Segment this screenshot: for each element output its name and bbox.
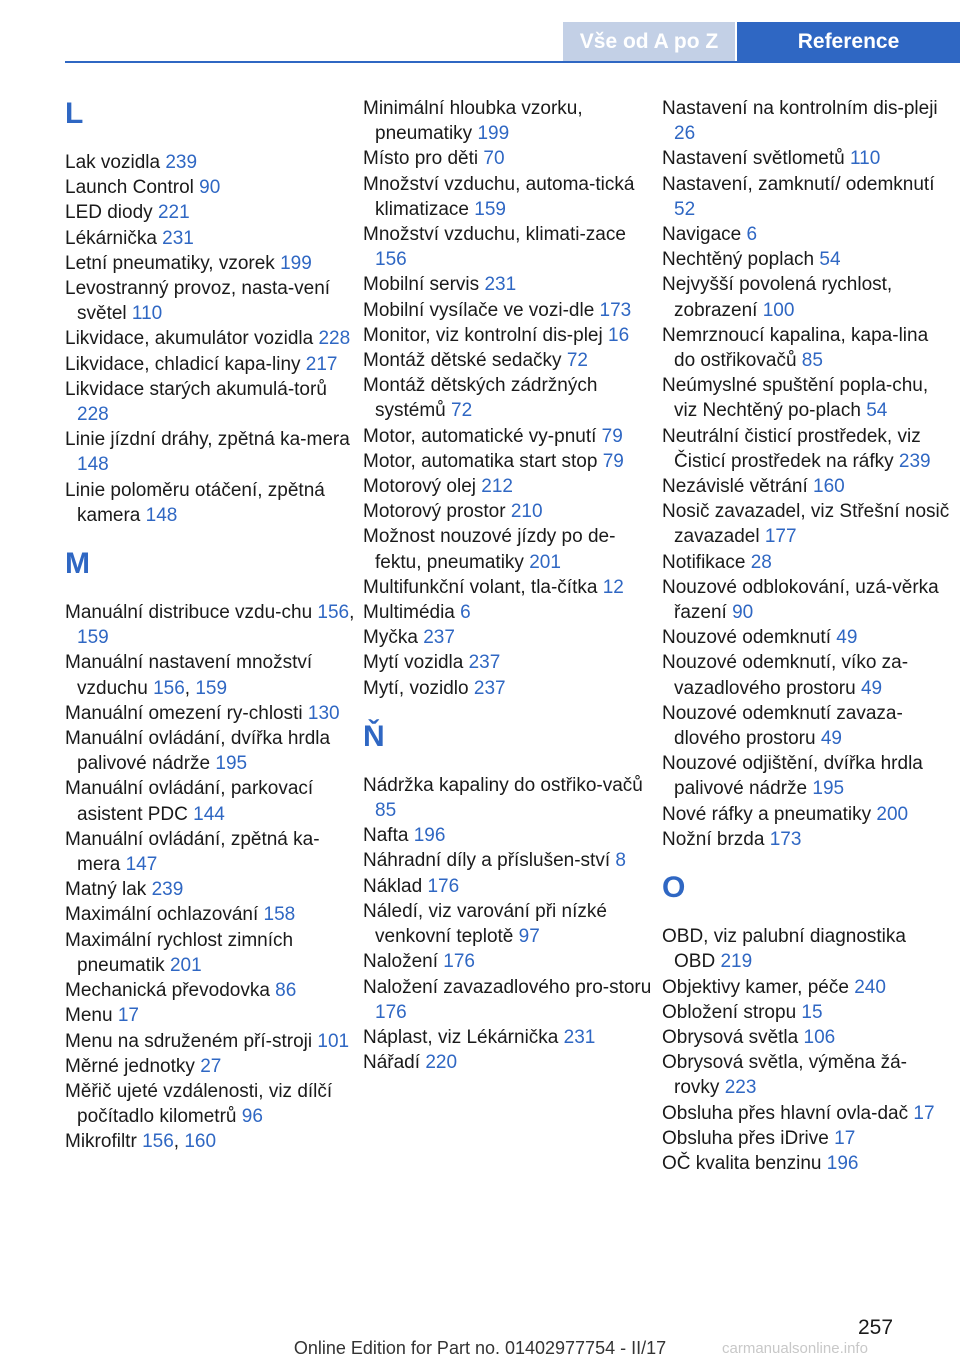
index-entry (363, 424, 653, 449)
page-reference-link[interactable]: 96 (241, 1106, 263, 1128)
page-reference-link[interactable]: 223 (724, 1077, 757, 1099)
entry-term: Motorový prostor (363, 501, 506, 523)
entry-term: Manuální omezení ry-chlosti (65, 702, 303, 724)
entry-term: Manuální ovládání, parkovací asistent PDC (65, 778, 314, 825)
page-reference-link[interactable]: 15 (801, 1001, 823, 1023)
entry-term: Mobilní vysílače ve vozi-dle (363, 299, 595, 321)
index-entry (65, 827, 355, 877)
page-reference-link[interactable]: 237 (423, 627, 455, 649)
entry-term: Nouzové odjištění, dvířka hrdla palivové nádrže (662, 753, 923, 800)
index-entry (363, 524, 653, 574)
index-letter-heading: M (65, 547, 90, 581)
index-entry (363, 600, 653, 625)
index-entry (363, 474, 653, 499)
entry-term: Náplast, viz Lékárnička (363, 1026, 559, 1048)
index-entry (662, 373, 952, 423)
index-entry (662, 650, 952, 700)
page-reference-link[interactable]: 176 (427, 875, 460, 897)
index-entry (662, 975, 952, 1000)
entry-term: Likvidace, akumulátor vozidla (65, 328, 314, 350)
entry-term: Nožní brzda (662, 828, 765, 850)
entry-term: Motor, automatické vy-pnutí (363, 425, 597, 447)
section-tab: Vše od A po Z (563, 22, 735, 62)
index-entry (662, 1151, 952, 1176)
entry-term: Montáž dětských zádržných systémů (363, 375, 598, 422)
entry-term: Menu na sdruženém pří-stroji (65, 1030, 313, 1052)
index-entry (65, 175, 355, 200)
page-reference-link[interactable]: 240 (854, 976, 886, 998)
page-reference-link[interactable]: 159 (77, 627, 109, 649)
entry-term: Levostranný provoz, nasta-vení světel (65, 278, 331, 325)
index-entry (363, 823, 653, 848)
page-reference-link[interactable]: 228 (77, 404, 109, 426)
page-reference-link[interactable]: 173 (769, 828, 802, 850)
entry-term: Linie poloměru otáčení, zpětná kamera (65, 479, 325, 526)
page-reference-link[interactable]: 199 (477, 123, 510, 145)
page-reference-link[interactable]: 237 (468, 652, 501, 674)
entry-term: OBD, viz palubní diagnostika OBD (662, 926, 906, 973)
page-reference-link[interactable]: 17 (913, 1102, 935, 1124)
page-reference-link[interactable]: 90 (199, 177, 221, 199)
page-reference-link[interactable]: 228 (318, 328, 351, 350)
index-entry (662, 1050, 952, 1100)
page-reference-link[interactable]: 176 (443, 951, 475, 973)
page-reference-link[interactable]: 17 (834, 1127, 856, 1149)
index-entry (363, 146, 653, 171)
entry-term: Obsluha přes iDrive (662, 1127, 829, 1149)
index-entry (363, 499, 653, 524)
page-number: 257 (858, 1316, 894, 1339)
index-entry (65, 1029, 355, 1054)
entry-term: Neutrální čisticí prostředek, viz Čisticí prostředek na ráfky (662, 425, 921, 472)
page-reference-link[interactable]: 212 (481, 476, 513, 498)
index-entry (363, 449, 653, 474)
page-reference-link[interactable]: 49 (836, 627, 858, 649)
entry-term: Naložení (363, 951, 438, 973)
index-entry (65, 1054, 355, 1079)
header-rule (65, 61, 960, 63)
entry-term: Lak vozidla (65, 152, 161, 173)
entry-term: Nezávislé větrání (662, 476, 808, 498)
entry-term: Množství vzduchu, klimati-zace (363, 224, 626, 246)
index-entry (662, 474, 952, 499)
page-reference-link[interactable]: 72 (451, 400, 473, 422)
index-entry (363, 373, 653, 423)
index-entry (662, 96, 952, 146)
page-reference-link[interactable]: 26 (674, 123, 696, 145)
index-entry (662, 146, 952, 171)
index-column-2 (363, 96, 653, 1075)
index-entry (65, 776, 355, 826)
entry-term: Lékárnička (65, 227, 157, 249)
page-reference-link[interactable]: 28 (750, 551, 772, 573)
page-reference-link[interactable]: 110 (849, 148, 881, 170)
entry-term: Likvidace, chladicí kapa-liny (65, 353, 301, 375)
entry-term: Nádržka kapaliny do ostřiko-vačů (363, 774, 643, 796)
index-entry (65, 150, 355, 175)
watermark: carmanualsonline.info (722, 1340, 868, 1357)
page-reference-link[interactable]: 156 (317, 602, 350, 624)
entry-term: Obsluha přes hlavní ovla-dač (662, 1102, 909, 1124)
page-reference-link[interactable]: 49 (860, 677, 883, 699)
index-entry (662, 1000, 952, 1025)
index-entry (65, 377, 355, 427)
page-reference-link[interactable]: 90 (732, 602, 754, 624)
index-entry (65, 427, 355, 477)
page-reference-link[interactable]: 52 (674, 198, 696, 220)
index-entry (662, 424, 952, 474)
index-entry (363, 298, 653, 323)
entry-term: Maximální rychlost zimních pneumatik (65, 929, 294, 976)
entry-term: Montáž dětské sedačky (363, 350, 562, 372)
page-reference-link[interactable]: 195 (812, 778, 845, 800)
index-entry (363, 323, 653, 348)
index-entry (662, 575, 952, 625)
page-reference-link[interactable]: 239 (165, 152, 198, 173)
page-reference-link[interactable]: 160 (184, 1131, 217, 1153)
entry-term: Mechanická převodovka (65, 980, 270, 1002)
entry-term: Možnost nouzové jízdy po de-fektu, pneumatiky (363, 526, 616, 573)
page-reference-link[interactable]: 239 (898, 450, 931, 472)
index-entry (662, 247, 952, 272)
entry-term: Nafta (363, 825, 409, 847)
index-letter-heading: Ň (363, 719, 385, 753)
page-reference-link[interactable]: 231 (563, 1026, 596, 1048)
page-reference-link[interactable]: 54 (866, 400, 888, 422)
index-entry (363, 874, 653, 899)
chapter-tab: Reference (737, 22, 960, 62)
entry-term: Obrysová světla (662, 1026, 799, 1048)
page-reference-link[interactable]: 6 (746, 224, 758, 246)
index-entry: Manuální distribuce vzdu-chu 156, 159 (65, 602, 355, 649)
index-entry (363, 949, 653, 974)
entry-term: Náklad (363, 875, 423, 897)
entry-term: Nemrznoucí kapalina, kapa-lina do ostřikovačů (662, 324, 929, 372)
page-reference-link[interactable]: 130 (307, 702, 340, 724)
entry-term: Launch Control (65, 177, 194, 199)
page-reference-link[interactable]: 148 (77, 454, 109, 476)
page-reference-link[interactable]: 160 (813, 476, 845, 498)
entry-term: Navigace (662, 224, 742, 246)
index-entry (662, 550, 952, 575)
index-entry (65, 1003, 355, 1028)
entry-term: Měřič ujeté vzdálenosti, viz dílčí počítadlo kilometrů (65, 1080, 333, 1128)
index-entry (662, 827, 952, 852)
entry-term: Nastavení na kontrolním dis-pleji (662, 98, 938, 119)
index-entry (363, 272, 653, 297)
page-reference-link[interactable]: 156 (153, 677, 185, 699)
index-column-1 (65, 96, 355, 1155)
page-reference-link[interactable]: 217 (305, 353, 338, 375)
entry-term: Likvidace starých akumulá-torů (65, 378, 327, 400)
page-reference-link[interactable]: 200 (876, 803, 909, 825)
page-reference-link[interactable]: 72 (566, 350, 588, 372)
entry-term: Nářadí (363, 1052, 421, 1074)
entry-term: Myčka (363, 627, 418, 649)
index-entry (65, 928, 355, 978)
entry-term: Manuální ovládání, zpětná ka-mera (65, 828, 320, 876)
entry-term: Nouzové odemknutí zavaza-dlového prostoru (662, 702, 903, 750)
entry-term: Mobilní servis (363, 274, 480, 296)
index-entry (65, 701, 355, 726)
index-entry (662, 222, 952, 247)
entry-term: Objektivy kamer, péče (662, 976, 849, 998)
index-entry (662, 1101, 952, 1126)
index-entry (363, 975, 653, 1025)
entry-term: Minimální hloubka vzorku, pneumatiky (363, 98, 583, 145)
entry-term: Matný lak (65, 879, 147, 901)
entry-term: Maximální ochlazování (65, 904, 259, 926)
page-reference-link[interactable]: 86 (275, 980, 297, 1002)
index-entry (363, 575, 653, 600)
page-reference-link[interactable]: 219 (720, 951, 753, 973)
index-entry (662, 1025, 952, 1050)
index-entry (363, 848, 653, 873)
entry-term: Nouzové odblokování, uzá-věrka řazení (662, 576, 939, 624)
index-entry (65, 726, 355, 776)
entry-term: LED diody (65, 202, 153, 224)
entry-term: Mytí vozidla (363, 652, 464, 674)
page-reference-link[interactable]: 8 (615, 850, 626, 872)
entry-term: Náhradní díly a příslušen-ství (363, 850, 611, 872)
page-reference-link[interactable]: 201 (169, 954, 202, 976)
page-reference-link[interactable]: 85 (801, 350, 823, 372)
index-entry (363, 625, 653, 650)
page-reference-link[interactable]: 173 (599, 299, 632, 321)
entry-term: Manuální ovládání, dvířka hrdla palivové nádrže (65, 728, 331, 775)
page-reference-link[interactable]: 49 (820, 728, 842, 750)
page-reference-link[interactable]: 6 (460, 602, 471, 624)
entry-term: Notifikace (662, 551, 746, 573)
page-reference-link[interactable]: 27 (200, 1055, 222, 1077)
entry-term: Měrné jednotky (65, 1055, 195, 1077)
entry-term: Náledí, viz varování při nízké venkovní teplotě (363, 900, 607, 948)
entry-term: Mytí, vozidlo (363, 677, 469, 699)
index-entry (662, 172, 952, 222)
index-entry (363, 676, 653, 701)
index-entry (65, 352, 355, 377)
page-reference-link[interactable]: 176 (375, 1001, 407, 1023)
page-reference-link[interactable]: 158 (263, 904, 296, 926)
entry-term: Naložení zavazadlového pro-storu (363, 976, 652, 998)
page-reference-link[interactable]: 231 (484, 274, 517, 296)
page-reference-link[interactable]: 16 (608, 324, 630, 346)
index-entry (65, 226, 355, 251)
entry-term: Mikrofiltr (65, 1131, 137, 1153)
entry-term: Motorový olej (363, 476, 476, 498)
index-entry (363, 222, 653, 272)
index-entry (65, 276, 355, 326)
entry-term: Nosič zavazadel, viz Střešní nosič zavazadel (662, 501, 950, 548)
page-reference-link[interactable]: 231 (162, 227, 194, 249)
entry-term: Multimédia (363, 602, 455, 624)
index-entry (662, 1126, 952, 1151)
index-letter-heading: L (65, 97, 84, 130)
index-entry (363, 172, 653, 222)
page-reference-link[interactable]: 220 (425, 1052, 458, 1074)
entry-term: Motor, automatika start stop (363, 450, 598, 472)
entry-term: Nechtěný poplach (662, 249, 815, 271)
page-reference-link[interactable]: 148 (145, 504, 178, 526)
page-reference-link[interactable]: 239 (151, 879, 184, 901)
index-column-3 (662, 96, 952, 1176)
page-reference-link[interactable]: 79 (602, 450, 624, 472)
page-reference-link[interactable]: 237 (473, 677, 506, 699)
index-entry (662, 625, 952, 650)
entry-term: Nastavení, zamknutí/ odemknutí (662, 173, 935, 195)
page-reference-link[interactable]: 159 (195, 677, 228, 699)
entry-term: Nejvyšší povolená rychlost, zobrazení (662, 274, 893, 321)
page-reference-link[interactable]: 201 (529, 551, 561, 573)
index-entry (662, 924, 952, 974)
index-entry (65, 326, 355, 351)
index-entry (65, 877, 355, 902)
entry-term: Obrysová světla, výměna žá-rovky (662, 1052, 907, 1099)
index-entry (662, 323, 952, 373)
index-letter-heading: O (662, 871, 686, 905)
index-entry (65, 1079, 355, 1129)
index-entry (65, 251, 355, 276)
index-entry (363, 1025, 653, 1050)
entry-term: Místo pro děti (363, 148, 479, 170)
page-reference-link[interactable]: 156 (375, 249, 407, 271)
page-reference-link[interactable]: 17 (117, 1005, 139, 1027)
page-reference-link[interactable]: 106 (803, 1026, 836, 1048)
page-reference-link[interactable]: 54 (819, 249, 841, 271)
page-reference-link[interactable]: 221 (157, 202, 190, 224)
entry-term: Multifunkční volant, tla-čítka (363, 576, 598, 598)
page-reference-link[interactable]: 147 (125, 854, 158, 876)
entry-term: Letní pneumatiky, vzorek (65, 252, 275, 274)
index-entry: Mikrofiltr 156, 160 (65, 1131, 217, 1153)
index-entry (363, 773, 653, 823)
page-reference-link[interactable]: 12 (602, 576, 624, 598)
entry-term: Monitor, viz kontrolní dis-plej (363, 324, 603, 346)
page-reference-link[interactable]: 79 (601, 425, 623, 447)
page-reference-link[interactable]: 196 (413, 825, 446, 847)
entry-term: Manuální nastavení množství vzduchu (65, 652, 313, 699)
index-entry (65, 478, 355, 528)
page-reference-link[interactable]: 97 (518, 926, 540, 948)
footer-edition: Online Edition for Part no. 01402977754 - II/17 (293, 1338, 667, 1358)
page-reference-link[interactable]: 70 (483, 148, 505, 170)
entry-term: Neúmyslné spuštění popla-chu, viz Nechtěný po-plach (662, 375, 929, 422)
entry-term: Obložení stropu (662, 1001, 797, 1023)
entry-term: Nastavení světlometů (662, 148, 845, 170)
entry-term: Linie jízdní dráhy, zpětná ka-mera (65, 429, 350, 451)
page-reference-link[interactable]: 110 (131, 303, 163, 325)
entry-term: Menu (65, 1005, 113, 1027)
index-entry: Manuální nastavení množství vzduchu 156, 159 (65, 652, 313, 699)
index-entry (662, 701, 952, 751)
page-reference-link[interactable]: 101 (317, 1030, 350, 1052)
index-entry (65, 902, 355, 927)
entry-term: Nouzové odemknutí, víko za-vazadlového prostoru (662, 652, 909, 699)
index-entry (65, 978, 355, 1003)
entry-term: Manuální distribuce vzdu-chu (65, 602, 313, 624)
entry-term: Množství vzduchu, automa-tická klimatizace (363, 173, 635, 220)
entry-term: Nové ráfky a pneumatiky (662, 803, 872, 825)
index-entry (363, 348, 653, 373)
page-reference-link[interactable]: 85 (375, 800, 397, 822)
index-entry (363, 1050, 653, 1075)
index-entry (65, 200, 355, 225)
index-entry (662, 802, 952, 827)
page-reference-link[interactable]: 196 (826, 1152, 859, 1174)
index-entry (363, 899, 653, 949)
page-reference-link[interactable]: 156 (142, 1131, 174, 1153)
index-entry (662, 499, 952, 549)
page-reference-link[interactable]: 144 (193, 803, 225, 825)
page-reference-link[interactable]: 199 (280, 252, 312, 274)
page-reference-link[interactable]: 159 (474, 198, 506, 220)
page-reference-link[interactable]: 210 (510, 501, 543, 523)
index-entry (363, 96, 653, 146)
index-entry (363, 650, 653, 675)
page-reference-link[interactable]: 177 (764, 526, 797, 548)
index-entry (662, 751, 952, 801)
entry-term: Nouzové odemknutí (662, 627, 831, 649)
index-entry (662, 272, 952, 322)
page-reference-link[interactable]: 195 (215, 753, 248, 775)
entry-term: OČ kvalita benzinu (662, 1152, 822, 1174)
page-reference-link[interactable]: 100 (762, 299, 795, 321)
